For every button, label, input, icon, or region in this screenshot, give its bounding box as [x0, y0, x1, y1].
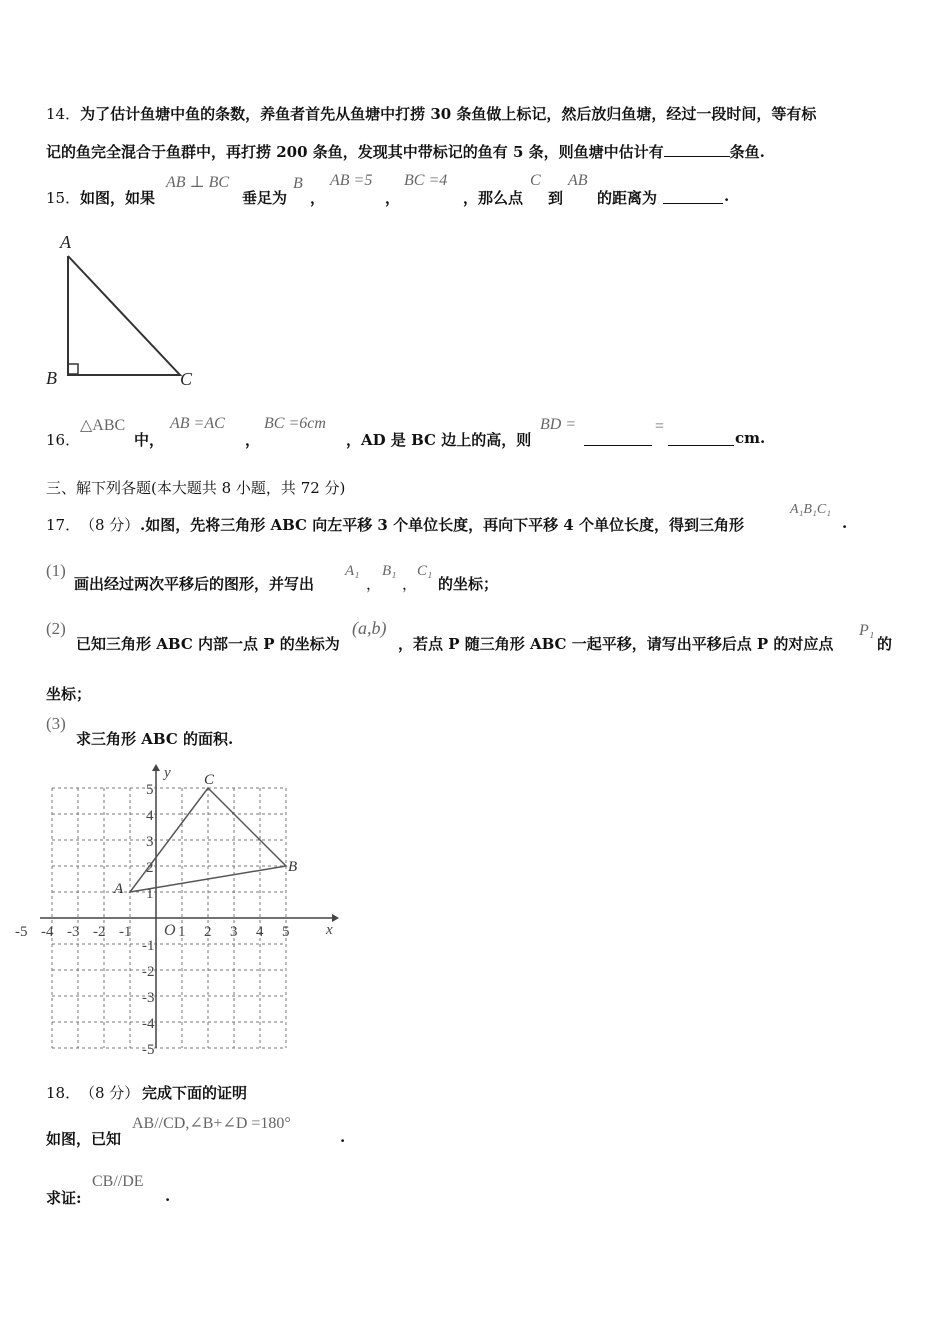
- q17-part2-end: 的: [877, 635, 893, 653]
- q15-triangle-figure: [40, 228, 210, 398]
- q17-part1-a1: A₁: [345, 563, 360, 579]
- y-tick-label: -5: [142, 1042, 155, 1058]
- q17-text-2: .: [842, 514, 848, 532]
- x-tick-label: -1: [119, 924, 132, 940]
- section-3-heading: 三、解下列各题(本大题共 8 小题，共 72 分): [46, 479, 346, 497]
- q18-given-label: 如图，已知: [46, 1130, 122, 1148]
- q16-math-eq: =: [655, 418, 665, 435]
- q17-part1-text: 画出经过两次平移后的图形，并写出: [74, 575, 315, 593]
- q14-line2: [46, 141, 765, 162]
- q17-part2-label: (2): [46, 619, 66, 638]
- q14-text-line2a: 记的鱼完全混合于鱼群中，再打捞 200 条鱼，发现其中带标记的鱼有 5 条，则鱼塘中估计有: [46, 143, 664, 161]
- q17-part1-sep1: ，: [366, 575, 382, 593]
- q15-math-AB: AB: [568, 172, 588, 189]
- q17-part1-sep2: ，: [402, 575, 418, 593]
- q15-text-5: ，那么点: [463, 189, 524, 207]
- q15-math-B: B: [293, 175, 303, 192]
- y-axis-arrow: [152, 764, 160, 771]
- q17-number: 17．: [46, 516, 81, 534]
- y-tick-label: 5: [146, 782, 154, 798]
- x-tick-label: -4: [41, 924, 54, 940]
- q16-math-ab-ac: AB =AC: [170, 415, 225, 432]
- y-tick-label: -3: [142, 990, 155, 1006]
- x-tick-label: 1: [178, 924, 186, 940]
- q15-text-6: 到: [548, 189, 564, 207]
- q15-math-BC4: BC =4: [404, 172, 448, 189]
- q17-part2-ab: (a,b): [352, 618, 387, 638]
- vertex-label-b: B: [288, 859, 298, 875]
- q17-part1-label: (1): [46, 561, 66, 580]
- q15-text-8: .: [724, 187, 730, 205]
- q17-score: （8 分）: [80, 516, 140, 534]
- x-tick-label: 5: [282, 924, 290, 940]
- q18-score: （8 分）: [80, 1084, 140, 1102]
- q15-text-4: ，: [385, 189, 401, 207]
- q16-text-4: cm.: [735, 429, 766, 447]
- x-tick-label: 2: [204, 924, 212, 940]
- y-tick-label: 3: [146, 834, 154, 850]
- q17-part1-end: 的坐标；: [438, 575, 499, 593]
- q14-text-line2b: 条鱼.: [729, 143, 765, 161]
- vertex-label-a: A: [114, 881, 124, 897]
- q17-part1-c1: C₁: [417, 563, 433, 579]
- q16-text-1: 中，: [134, 431, 165, 449]
- q17-math-a1b1c1: A₁B₁C₁: [790, 502, 832, 517]
- q17-part3-label: (3): [46, 714, 66, 733]
- y-tick-label: 1: [146, 886, 154, 902]
- x-axis-label: x: [326, 922, 333, 938]
- q15-text-7: 的距离为: [597, 189, 658, 207]
- q16-math-bd: BD =: [540, 416, 577, 433]
- y-tick-label: -1: [142, 938, 155, 954]
- x-tick-label: -2: [93, 924, 106, 940]
- q15-text-3: ，: [310, 189, 326, 207]
- vertex-label-a: A: [60, 232, 71, 252]
- q16-answer-blank-2: [668, 431, 734, 446]
- q14-line1: [46, 103, 816, 124]
- q15-answer-blank: [663, 189, 723, 204]
- q16-math-triangle: △ABC: [80, 417, 126, 434]
- q16-text-2: ，: [245, 431, 261, 449]
- q17-part2-text: 已知三角形 ABC 内部一点 P 的坐标为: [76, 635, 340, 653]
- vertex-label-b: B: [46, 368, 57, 388]
- q18-prove-label: 求证:: [46, 1189, 82, 1207]
- q15-text-2: 垂足为: [242, 189, 288, 207]
- q18-given-end: .: [340, 1128, 346, 1146]
- q17-part2-line2: 坐标；: [46, 685, 92, 703]
- q17-part1-b1: B₁: [382, 563, 397, 579]
- q18-prove-math: CB//DE: [92, 1173, 144, 1190]
- q15-math-perp: AB ⊥ BC: [166, 174, 230, 191]
- y-tick-label: -4: [142, 1016, 155, 1032]
- q17-part2-p1: P₁: [859, 622, 875, 639]
- right-angle-mark: [68, 364, 78, 374]
- q17-part2-text2: ，若点 P 随三角形 ABC 一起平移，请写出平移后点 P 的对应点: [398, 635, 834, 653]
- y-axis-label: y: [164, 765, 171, 781]
- q16-math-bc: BC =6cm: [264, 415, 326, 432]
- origin-label: O: [164, 922, 176, 939]
- q18-given-math: AB//CD,∠B+∠D =180°: [132, 1115, 291, 1132]
- q16-number: 16．: [46, 431, 81, 449]
- q15-number: 15．: [46, 189, 81, 207]
- x-tick-label: 4: [256, 924, 264, 940]
- q18-prove-end: .: [165, 1187, 171, 1205]
- q18-number: 18．: [46, 1084, 81, 1102]
- q16-text-3: ，AD 是 BC 边上的高，则: [346, 431, 532, 449]
- triangle-abc-shape: [68, 256, 180, 375]
- q17-text-1: .如图，先将三角形 ABC 向左平移 3 个单位长度，再向下平移 4 个单位长度，得到三角形: [140, 516, 744, 534]
- q18-title: 完成下面的证明: [142, 1084, 248, 1102]
- q15-math-C: C: [530, 172, 541, 189]
- q14-text-line1: 为了估计鱼塘中鱼的条数，养鱼者首先从鱼塘中打捞 30 条鱼做上标记，然后放归鱼塘，经过一段时间，等有标: [80, 105, 817, 123]
- q14-number: 14．: [46, 105, 81, 123]
- q16-answer-blank-1: [584, 431, 652, 446]
- x-axis-arrow: [332, 914, 339, 922]
- y-tick-label: 2: [146, 860, 154, 876]
- x-tick-label: -3: [67, 924, 80, 940]
- q17-part3-text: 求三角形 ABC 的面积.: [76, 730, 234, 748]
- y-tick-label: 4: [146, 808, 154, 824]
- q15-text-1: 如图，如果: [80, 189, 156, 207]
- y-tick-labels: [142, 782, 155, 1058]
- x-tick-label: 3: [230, 924, 238, 940]
- vertex-label-c: C: [204, 772, 215, 788]
- q17-coordinate-grid: [15, 762, 340, 1058]
- x-tick-label: -5: [15, 924, 28, 940]
- y-tick-label: -2: [142, 964, 155, 980]
- q15-math-AB5: AB =5: [330, 172, 373, 189]
- vertex-label-c: C: [180, 369, 193, 389]
- q14-answer-blank: [664, 142, 730, 157]
